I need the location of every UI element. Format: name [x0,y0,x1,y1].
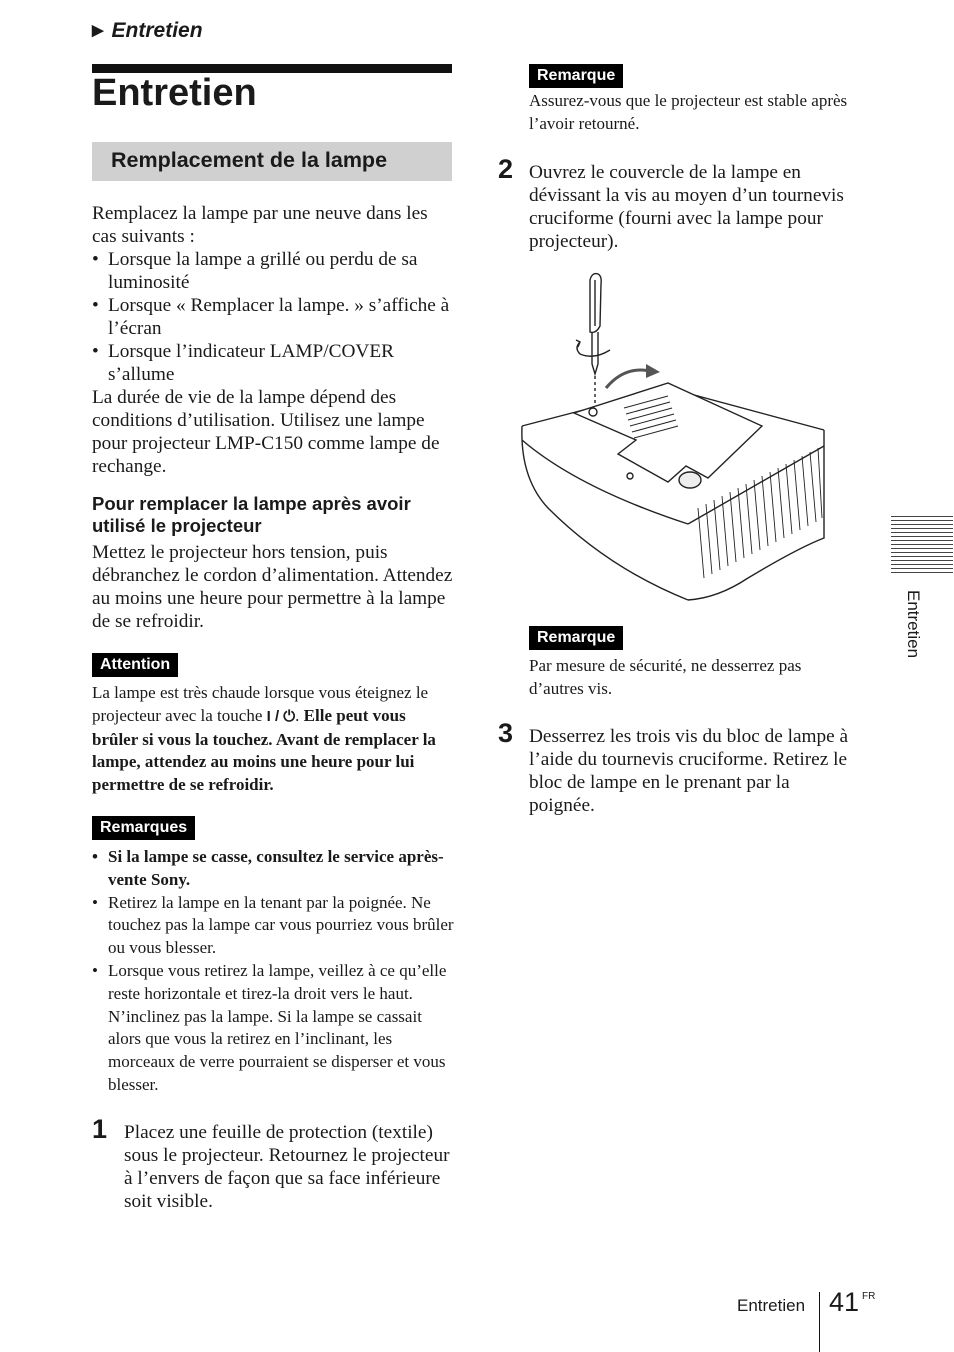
intro-text: Remplacez la lampe par une neuve dans les cas suivants : [92,203,428,247]
remarque-tag: Remarque [529,626,623,650]
remarque-text: Assurez-vous que le projecteur est stable après l’avoir retourné. [529,91,848,133]
subheading-text: Remplacement de la lampe [111,148,388,172]
attention-text-bold: Elle peut vous brûler si vous la touchez. Avant de remplacer la lampe, attendez au moins une heure pour lui permettre de se refroidir. [92,705,436,795]
step-number: 1 [92,1114,108,1144]
footer-divider [819,1292,820,1352]
step-number: 2 [498,154,514,184]
page-title: Entretien [92,72,257,114]
list-item: • Lorsque vous retirez la lampe, veillez à ce qu’elle reste horizontale et tirez-la droit vers le haut. N’inclinez pas la lampe. Si la lampe se cassait alors que vous la retirez en l’inclinant, les morceaux de verre pourraient se disperser et vous blesser. [92,960,454,1097]
breadcrumb-label: Entretien [111,19,203,42]
sidebar-tab-label: Entretien [904,590,923,659]
attention-text-plain: La lampe est très chaude lorsque vous éteignez le projecteur avec la touche [92,683,429,725]
list-item: • Retirez la lampe en la tenant par la poignée. Ne touchez pas la lampe car vous pourriez vous brûler ou vous blesser. [92,892,454,960]
remarques-label [92,816,195,840]
list-item: • Lorsque la lampe a grillé ou perdu de sa luminosité [92,248,454,294]
remarques-list [92,846,454,1097]
section-subheading [92,142,452,181]
intro-block [92,202,454,478]
remarque-label [529,64,623,88]
page-language: FR [862,1291,876,1302]
attention-text: La lampe est très chaude lorsque vous éteignez le projecteur avec la touche I / ⏻. Elle peut vous brûler si vous la touchez. Avant de remplacer la lampe, attendez au moins une heure pour lui permettre de se refroidir. [92,683,436,795]
after-use-heading: Pour remplacer la lampe après avoir utilisé le projecteur [92,493,411,536]
page-number: 41 [829,1287,860,1317]
intro-bullet-list [92,248,454,386]
after-use-text: Mettez le projecteur hors tension, puis débranchez le cordon d’alimentation. Attendez au moins une heure pour permettre à la lampe de se refroidir. [92,542,453,632]
attention-label [92,653,178,677]
remarques-tag: Remarques [92,816,195,840]
step-text: Ouvrez le couvercle de la lampe en dévissant la vis au moyen d’un tournevis cruciforme (fourni avec la lampe pour projecteur). [529,162,844,252]
step-number: 3 [498,718,514,748]
list-item: • Si la lampe se casse, consultez le service après-vente Sony. [92,846,454,892]
list-item: • Lorsque l’indicateur LAMP/COVER s’allume [92,340,454,386]
remarque-label [529,626,623,650]
sidebar-tab-lines [891,516,953,576]
breadcrumb [92,19,203,43]
remarque-tag: Remarque [529,64,623,88]
projector-lamp-cover-illustration [518,268,830,604]
step-text: Placez une feuille de protection (textile) sous le projecteur. Retournez le projecteur à l’envers de façon que sa face inférieure soit visible. [124,1122,450,1212]
section-marker-icon: ▶ [92,22,104,39]
remarque-text: Par mesure de sécurité, ne desserrez pas d’autres vis. [529,656,802,698]
power-key-icon: I / ⏻ [266,707,296,725]
footer-section-label: Entretien [737,1296,806,1315]
list-item: • Lorsque « Remplacer la lampe. » s’affiche à l’écran [92,294,454,340]
attention-tag: Attention [92,653,178,677]
step-text: Desserrez les trois vis du bloc de lampe à l’aide du tournevis cruciforme. Retirez le bloc de lampe en le prenant par la poignée. [529,726,849,816]
lamp-life-text: La durée de vie de la lampe dépend des conditions d’utilisation. Utilisez une lampe pour projecteur LMP-C150 comme lampe de rechange. [92,387,440,477]
